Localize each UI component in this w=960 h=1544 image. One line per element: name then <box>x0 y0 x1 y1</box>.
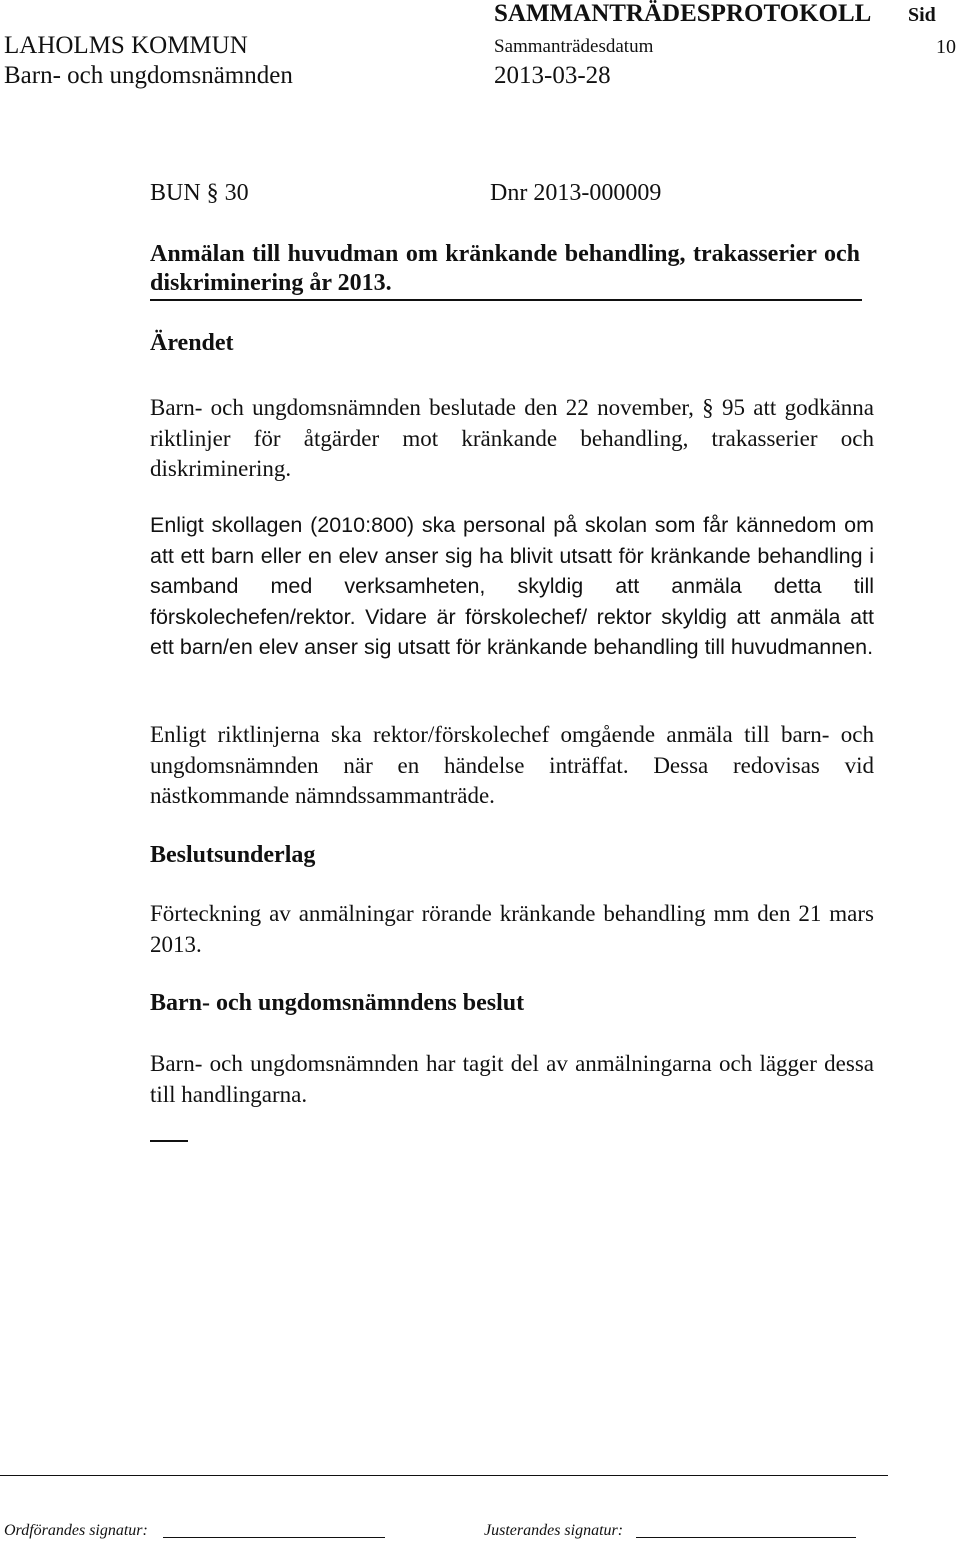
paragraph-decision: Barn- och ungdomsnämnden har tagit del av anmälningarna och lägger dessa till handlingarna. <box>150 1051 874 1107</box>
paragraph-decision-history: Barn- och ungdomsnämnden beslutade den 22 november, § 95 att godkänna riktlinjer för åtgärder mot kränkande behandling, trakasserier och diskriminering. <box>150 395 874 481</box>
meeting-date: 2013-03-28 <box>494 62 611 89</box>
title-underline <box>150 299 862 301</box>
section-heading-beslut: Barn- och ungdomsnämndens beslut <box>150 990 525 1016</box>
paragraph-school-law: Enligt skollagen (2010:800) ska personal på skolan som får kännedom om att ett barn eller en elev anser sig ha blivit utsatt för kränkande behandling i samband med verksamheten, skyldig att anmäla detta till förskolechefen/rektor. Vidare är förskolechef/ rektor skyldig att anmäla att ett barn/en elev anser sig utsatt för kränkande behandling till huvudmannen. <box>150 513 874 659</box>
diary-number: Dnr 2013-000009 <box>490 180 662 206</box>
section-heading-beslutsunderlag: Beslutsunderlag <box>150 842 316 868</box>
paragraph-basis: Förteckning av anmälningar rörande kränkande behandling mm den 21 mars 2013. <box>150 901 874 957</box>
document-type: SAMMANTRÄDESPROTOKOLL <box>494 0 872 27</box>
section-heading-arendet: Ärendet <box>150 330 234 356</box>
paragraph-guidelines: Enligt riktlinjerna ska rektor/förskolechef omgående anmäla till barn- och ungdomsnämnden när en händelse inträffat. Dessa redovisas vid nästkommande nämndssammanträde. <box>150 722 874 808</box>
page-number: 10 <box>936 36 956 58</box>
case-number: BUN § 30 <box>150 180 249 206</box>
chair-signature-line <box>163 1537 385 1538</box>
sid-label: Sid <box>908 4 936 26</box>
end-mark-line <box>150 1140 188 1142</box>
footer-rule <box>0 1475 888 1476</box>
committee-name: Barn- och ungdomsnämnden <box>4 62 293 89</box>
chair-signature-label: Ordförandes signatur: <box>4 1522 148 1539</box>
organization-name: LAHOLMS KOMMUN <box>4 32 248 59</box>
adjuster-signature-line <box>636 1537 856 1538</box>
adjuster-signature-label: Justerandes signatur: <box>484 1522 624 1539</box>
case-title: Anmälan till huvudman om kränkande behandling, trakasserier och diskriminering år 2013. <box>150 241 860 296</box>
meeting-date-label: Sammanträdesdatum <box>494 36 654 57</box>
